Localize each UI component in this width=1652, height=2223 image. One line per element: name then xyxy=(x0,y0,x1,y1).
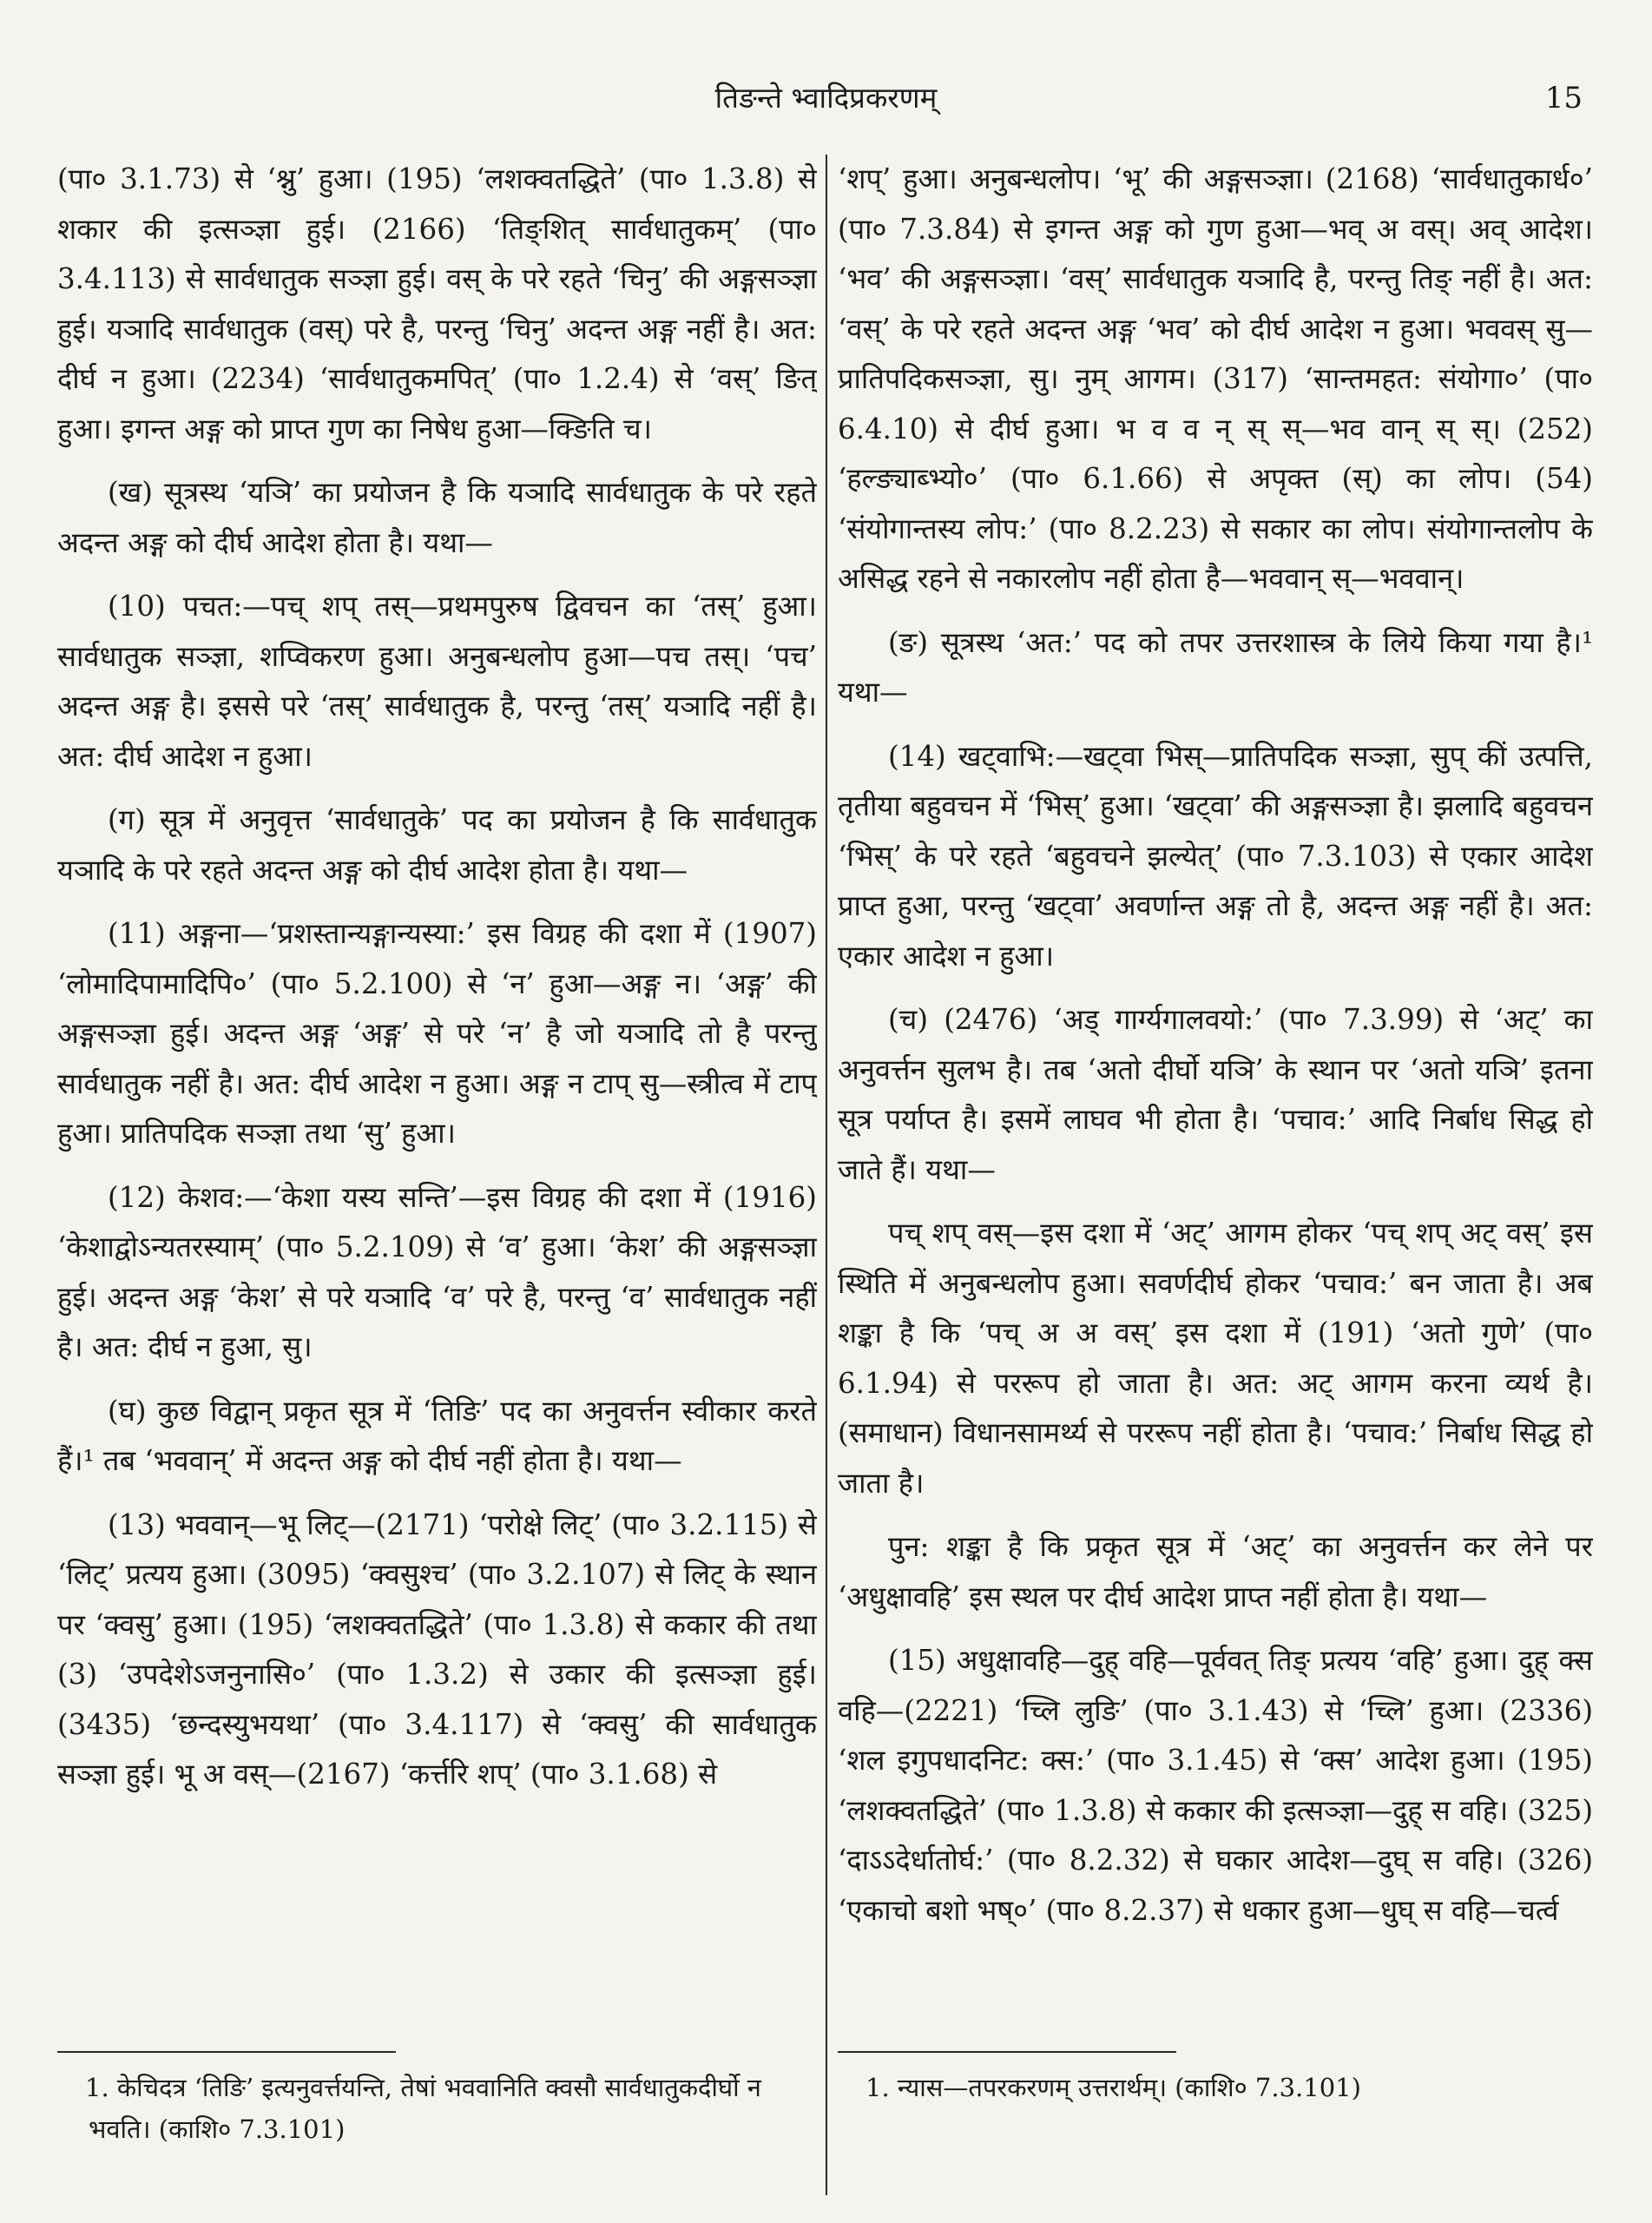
paragraph: (12) केशव:—‘केशा यस्य सन्ति’—इस विग्रह की दशा में (1916) ‘केशाद्वोऽन्यतरस्याम्’ (पा० 5.2.109) से ‘व’ हुआ। ‘केश’ की अङ्गसञ्ज्ञा हुई। अदन्त अङ्ग ‘केश’ से परे यञादि ‘व’ परे है, परन्तु ‘व’ सार्वधातुक नहीं है। अत: दीर्घ न हुआ, सु। xyxy=(57,1180,817,1363)
paragraph: (15) अधुक्षावहि—दुह् वहि—पूर्ववत् तिङ् प्रत्यय ‘वहि’ हुआ। दुह् क्स वहि—(2221) ‘च्लि लुङि’ (पा० 3.1.43) से ‘च्लि’ हुआ। (2336) ‘शल इगुपधादनिट: क्स:’ (पा० 3.1.45) से ‘क्स’ आदेश हुआ। (195) ‘लशक्वतद्धिते’ (पा० 1.3.8) से ककार की इत्सञ्ज्ञा—दुह् स वहि। (325) ‘दाऽऽदेर्धातोर्घ:’ (पा० 8.2.32) से घकार आदेश—दुघ् स वहि। (326) ‘एकाचो बशो भष्०’ (पा० 8.2.37) से धकार हुआ—धुघ् स वहि—चर्त्व xyxy=(838,1644,1593,1927)
footnote-divider xyxy=(838,2051,1176,2053)
page-header xyxy=(0,76,1652,120)
paragraph: (च) (2476) ‘अड् गार्ग्यगालवयो:’ (पा० 7.3.99) से ‘अट्’ का अनुवर्त्तन सुलभ है। तब ‘अतो दीर्घो यञि’ के स्थान पर ‘अतो यञि’ इतना सूत्र पर्याप्त है। इसमें लाघव भी होता है। ‘पचाव:’ आदि निर्बाध सिद्ध हो जाते हैं। यथा— xyxy=(838,1003,1593,1186)
column-divider xyxy=(826,155,827,2195)
paragraph: (ग) सूत्र में अनुवृत्त ‘सार्वधातुके’ पद का प्रयोजन है कि सार्वधातुक यञादि के परे रहते अदन्त अङ्ग को दीर्घ आदेश होता है। यथा— xyxy=(57,803,817,887)
paragraph: पच् शप् वस्—इस दशा में ‘अट्’ आगम होकर ‘पच् शप् अट् वस्’ इस स्थिति में अनुबन्धलोप हुआ। सवर्णदीर्घ होकर ‘पचाव:’ बन जाता है। अब शङ्का है कि ‘पच् अ अ वस्’ इस दशा में (191) ‘अतो गुणे’ (पा० 6.1.94) से पररूप हो जाता है। अत: अट् आगम करना व्यर्थ है। (समाधान) विधानसामर्थ्य से पररूप नहीं होता है। ‘पचाव:’ निर्बाध सिद्ध हो जाता है। xyxy=(838,1217,1593,1500)
footnote-divider xyxy=(57,2051,396,2053)
page-number: 15 xyxy=(1544,81,1583,115)
paragraph: (पा० 3.1.73) से ‘श्नु’ हुआ। (195) ‘लशक्वतद्धिते’ (पा० 1.3.8) से शकार की इत्सञ्ज्ञा हुई। (2166) ‘तिङ्शित् सार्वधातुकम्’ (पा० 3.4.113) से सार्वधातुक सञ्ज्ञा हुई। वस् के परे रहते ‘चिनु’ की अङ्गसञ्ज्ञा हुई। यञादि सार्वधातुक (वस्) परे है, परन्तु ‘चिनु’ अदन्त अङ्ग नहीं है। अत: दीर्घ न हुआ। (2234) ‘सार्वधातुकमपित्’ (पा० 1.2.4) से ‘वस्’ ङित् हुआ। इगन्त अङ्ग को प्राप्त गुण का निषेध हुआ—क्ङिति च। xyxy=(57,162,817,445)
paragraph: (10) पचत:—पच् शप् तस्—प्रथमपुरुष द्विवचन का ‘तस्’ हुआ। सार्वधातुक सञ्ज्ञा, शप्विकरण हुआ। अनुबन्धलोप हुआ—पच तस्। ‘पच’ अदन्त अङ्ग है। इससे परे ‘तस्’ सार्वधातुक है, परन्तु ‘तस्’ यञादि नहीं है। अत: दीर्घ आदेश न हुआ। xyxy=(57,590,817,773)
paragraph: पुन: शङ्का है कि प्रकृत सूत्र में ‘अट्’ का अनुवर्त्तन कर लेने पर ‘अधुक्षावहि’ इस स्थल पर दीर्घ आदेश प्राप्त नहीं होता है। यथा— xyxy=(838,1530,1593,1613)
right-column-body xyxy=(838,155,1593,2039)
left-column-body xyxy=(57,155,817,2039)
left-column xyxy=(57,155,817,2178)
paragraph: (घ) कुछ विद्वान् प्रकृत सूत्र में ‘तिङि’ पद का अनुवर्त्तन स्वीकार करते हैं।¹ तब ‘भववान्’ में अदन्त अङ्ग को दीर्घ नहीं होता है। यथा— xyxy=(57,1394,817,1477)
running-title: तिङन्ते भ्वादिप्रकरणम् xyxy=(714,81,938,115)
footnote: 1. न्यास—तपरकरणम् उत्तरार्थम्। (काशि० 7.3.101) xyxy=(865,2073,1361,2102)
paragraph: ‘शप्’ हुआ। अनुबन्धलोप। ‘भू’ की अङ्गसञ्ज्ञा। (2168) ‘सार्वधातुकार्ध०’ (पा० 7.3.84) से इगन्त अङ्ग को गुण हुआ—भव् अ वस्। अव् आदेश। ‘भव’ की अङ्गसञ्ज्ञा। ‘वस्’ सार्वधातुक यञादि है, परन्तु तिङ् नहीं है। अत: ‘वस्’ के परे रहते अदन्त अङ्ग ‘भव’ को दीर्घ आदेश न हुआ। भववस् सु—प्रातिपदिकसञ्ज्ञा, सु। नुम् आगम। (317) ‘सान्तमहत: संयोगा०’ (पा० 6.4.10) से दीर्घ हुआ। भ व व न् स् स्—भव वान् स् स्। (252) ‘हल्ङ्याब्भ्यो०’ (पा० 6.1.66) से अपृक्त (स्) का लोप। (54) ‘संयोगान्तस्य लोप:’ (पा० 8.2.23) से सकार का लोप। संयोगान्तलोप के असिद्ध रहने से नकारलोप नहीं होता है—भववान् स्—भववान्। xyxy=(838,162,1593,595)
paragraph: (11) अङ्गना—‘प्रशस्तान्यङ्गान्यस्या:’ इस विग्रह की दशा में (1907) ‘लोमादिपामादिपि०’ (पा० 5.2.100) से ‘न’ हुआ—अङ्ग न। ‘अङ्ग’ की अङ्गसञ्ज्ञा हुई। अदन्त अङ्ग ‘अङ्ग’ से परे ‘न’ है जो यञादि तो है परन्तु सार्वधातुक नहीं है। अत: दीर्घ आदेश न हुआ। अङ्ग न टाप् सु—स्त्रीत्व में टाप् हुआ। प्रातिपदिक सञ्ज्ञा तथा ‘सु’ हुआ। xyxy=(57,917,817,1150)
paragraph: (ङ) सूत्रस्थ ‘अत:’ पद को तपर उत्तरशास्त्र के लिये किया गया है।¹ यथा— xyxy=(838,625,1593,709)
footnote: 1. केचिदत्र ‘तिङि’ इत्यनुवर्त्तयन्ति, तेषां भववानिति क्वसौ सार्वधातुकदीर्घो न भवति। (काशि० 7.3.101) xyxy=(85,2073,761,2144)
paragraph: (ख) सूत्रस्थ ‘यञि’ का प्रयोजन है कि यञादि सार्वधातुक के परे रहते अदन्त अङ्ग को दीर्घ आदेश होता है। यथा— xyxy=(57,476,817,559)
paragraph: (14) खट्वाभि:—खट्वा भिस्—प्रातिपदिक सञ्ज्ञा, सुप् कीं उत्पत्ति, तृतीया बहुवचन में ‘भिस्’ हुआ। ‘खट्वा’ की अङ्गसञ्ज्ञा है। झलादि बहुवचन ‘भिस्’ के परे रहते ‘बहुवचने झल्येत्’ (पा० 7.3.103) से एकार आदेश प्राप्त हुआ, परन्तु ‘खट्वा’ अवर्णान्त अङ्ग तो है, अदन्त अङ्ग नहीं है। अत: एकार आदेश न हुआ। xyxy=(838,739,1593,973)
right-column xyxy=(838,155,1593,2178)
paragraph: (13) भववान्—भू लिट्—(2171) ‘परोक्षे लिट्’ (पा० 3.2.115) से ‘लिट्’ प्रत्यय हुआ। (3095) ‘क्वसुश्च’ (पा० 3.2.107) से लिट् के स्थान पर ‘क्वसु’ हुआ। (195) ‘लशक्वतद्धिते’ (पा० 1.3.8) से ककार की तथा (3) ‘उपदेशेऽजनुनासि०’ (पा० 1.3.2) से उकार की इत्सञ्ज्ञा हुई। (3435) ‘छन्दस्युभयथा’ (पा० 3.4.117) से ‘क्वसु’ की सार्वधातुक सञ्ज्ञा हुई। भू अ वस्—(2167) ‘कर्त्तरि शप्’ (पा० 3.1.68) से xyxy=(57,1507,817,1791)
